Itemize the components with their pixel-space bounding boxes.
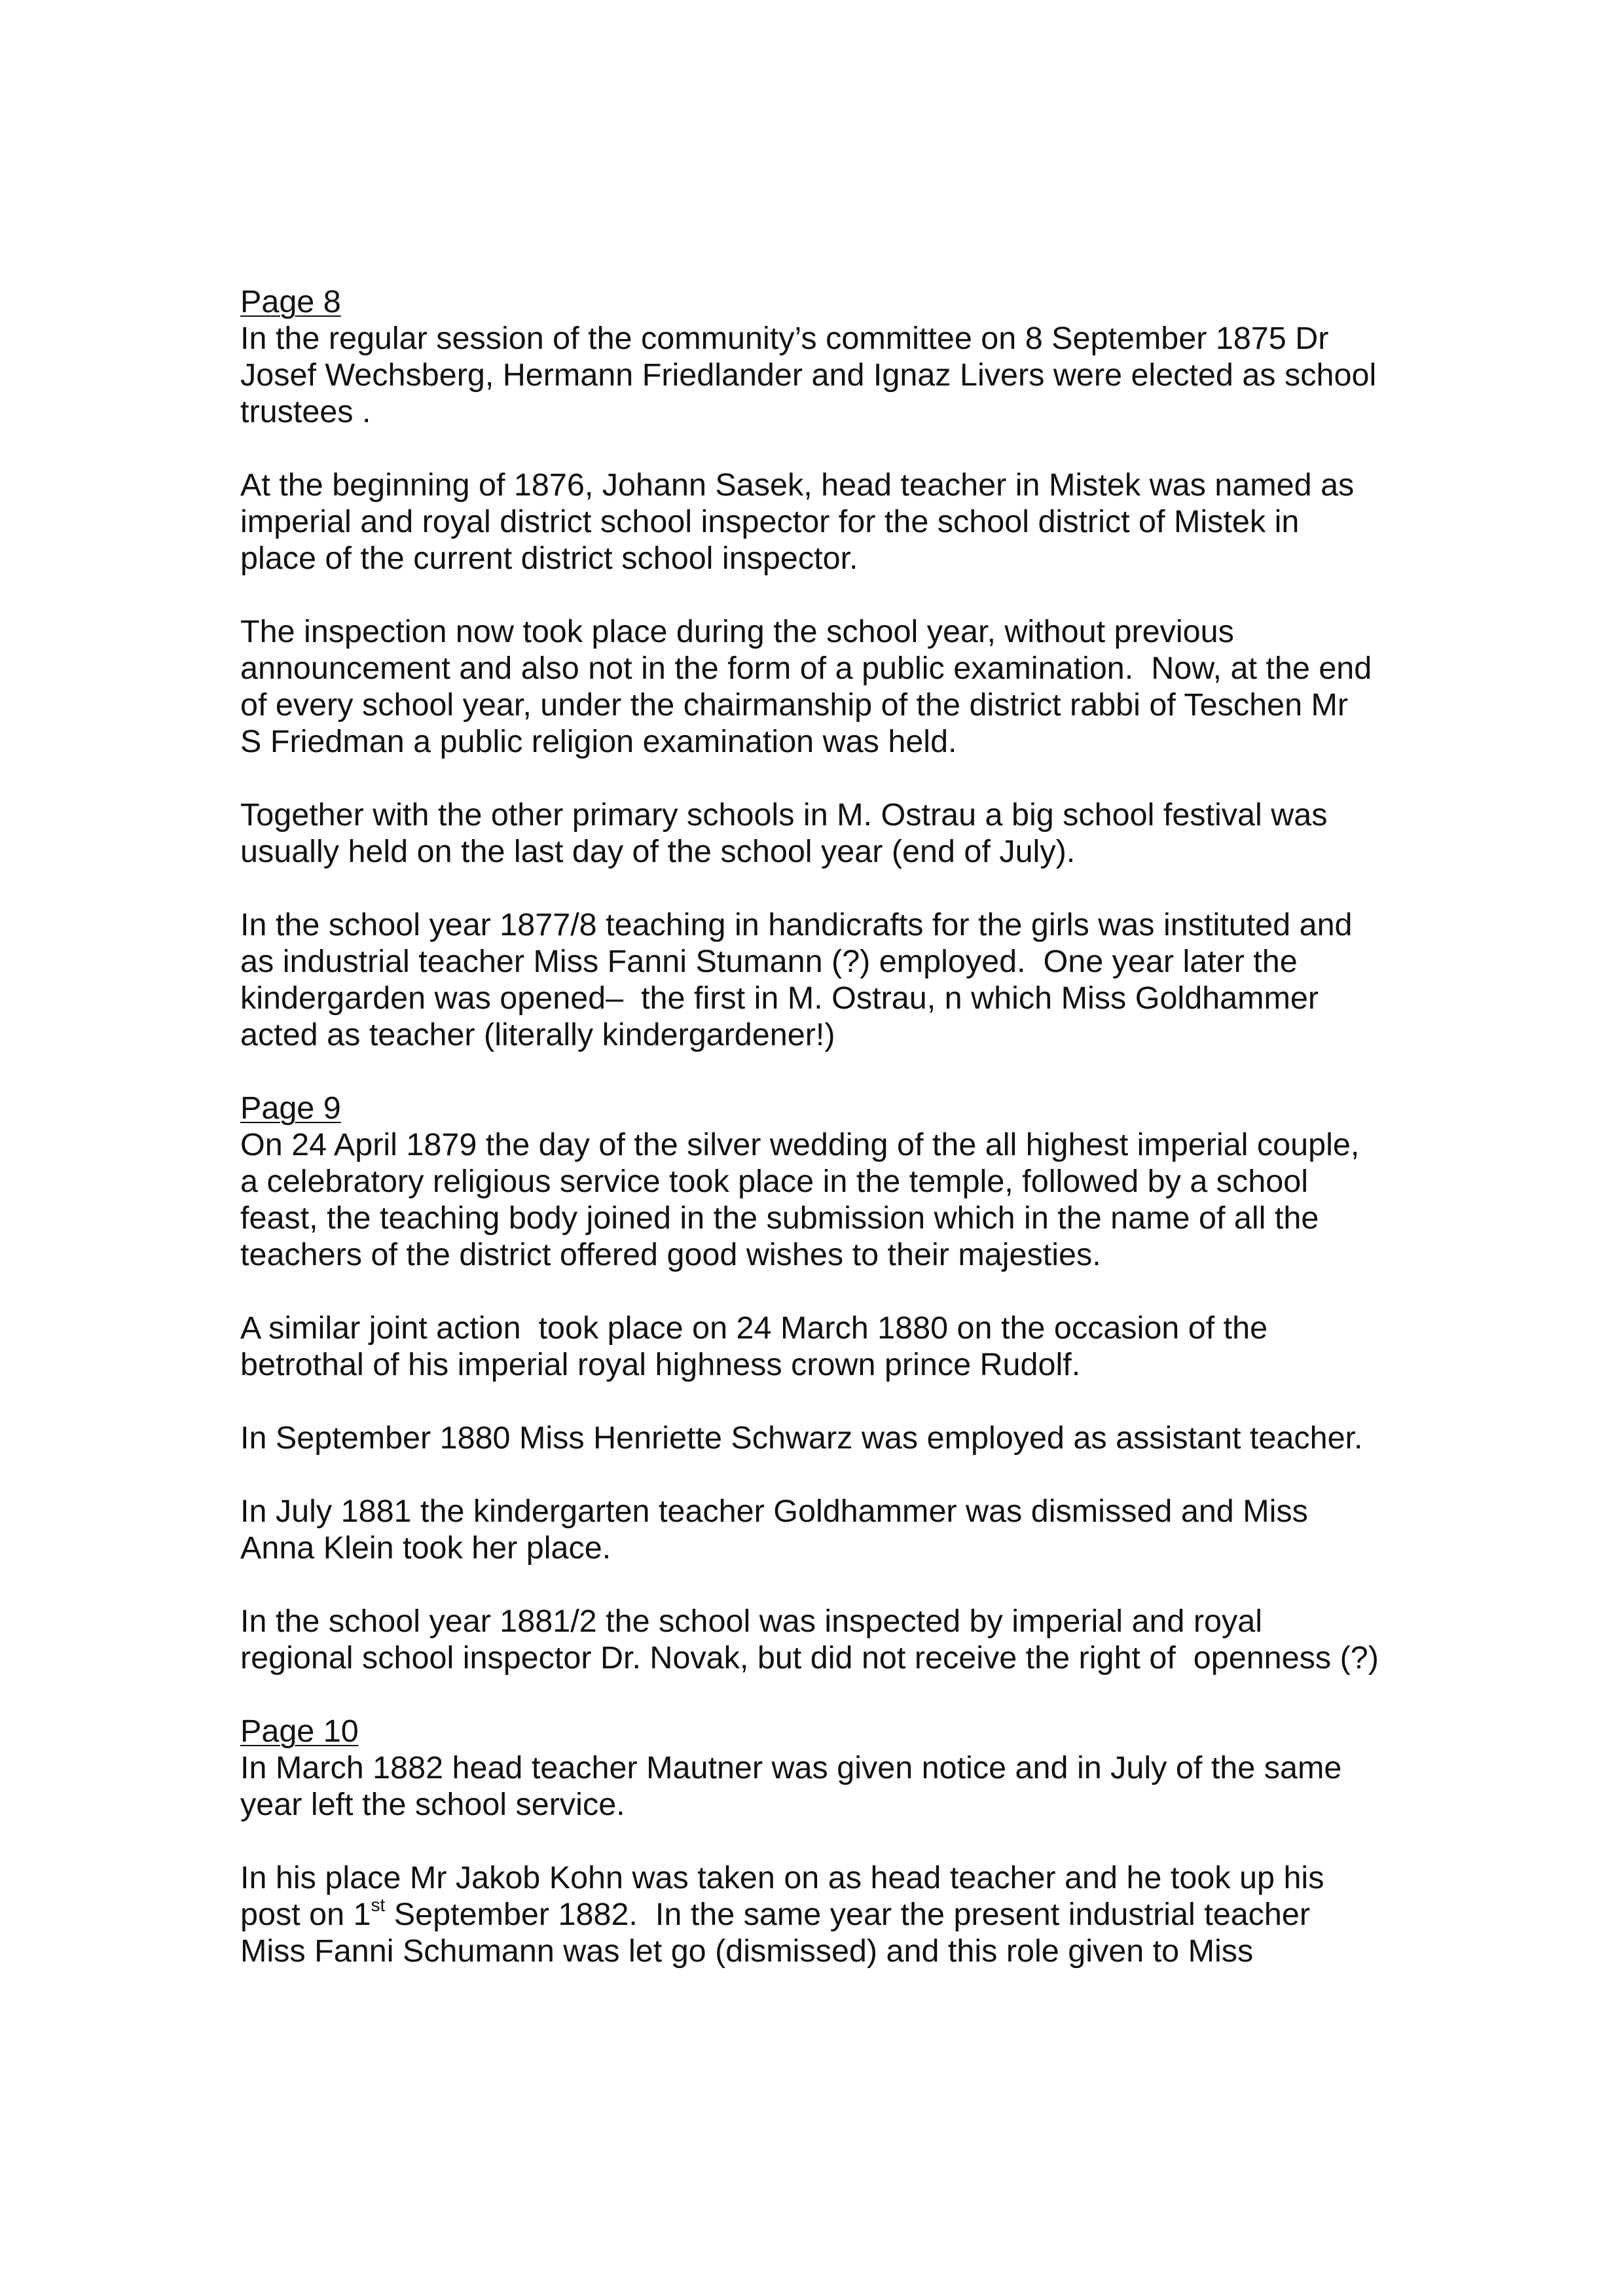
text-line: Miss Fanni Schumann was let go (dismissed) and this role given to Miss xyxy=(240,1933,1254,1969)
text-line: In his place Mr Jakob Kohn was taken on as head teacher and he took up his xyxy=(240,1860,1324,1895)
text-line: S Friedman a public religion examination was held. xyxy=(240,724,957,759)
paragraph xyxy=(240,1126,1471,1273)
text-line: On 24 April 1879 the day of the silver wedding of the all highest imperial couple, xyxy=(240,1127,1360,1162)
paragraph xyxy=(240,797,1471,870)
text-line: In July 1881 the kindergarten teacher Goldhammer was dismissed and Miss xyxy=(240,1494,1308,1529)
text-fragment: September 1882. In the same year the present industrial teacher xyxy=(385,1897,1311,1932)
text-line: betrothal of his imperial royal highness crown prince Rudolf. xyxy=(240,1347,1081,1382)
paragraph xyxy=(240,613,1471,760)
section-heading: Page 9 xyxy=(240,1090,341,1126)
section-page-9 xyxy=(240,1090,1471,1676)
text-line: kindergarden was opened– the first in M. Ostrau, n which Miss Goldhammer xyxy=(240,980,1319,1016)
paragraph xyxy=(240,320,1471,430)
text-fragment: post on 1 xyxy=(240,1897,371,1932)
text-line: a celebratory religious service took place in the temple, followed by a school xyxy=(240,1164,1309,1199)
text-line: In the regular session of the community’s committee on 8 September 1875 Dr xyxy=(240,321,1329,356)
text-line: trustees . xyxy=(240,394,371,429)
section-page-10 xyxy=(240,1713,1471,1969)
text-line: year left the school service. xyxy=(240,1787,625,1822)
ordinal-superscript: st xyxy=(371,1894,386,1915)
text-line: The inspection now took place during the school year, without previous xyxy=(240,614,1234,649)
section-heading: Page 8 xyxy=(240,284,341,319)
paragraph xyxy=(240,1493,1471,1566)
document-page xyxy=(240,283,1471,2006)
paragraph xyxy=(240,1310,1471,1383)
text-line: At the beginning of 1876, Johann Sasek, head teacher in Mistek was named as xyxy=(240,467,1355,503)
text-line: Together with the other primary schools in M. Ostrau a big school festival was xyxy=(240,797,1328,833)
paragraph xyxy=(240,1859,1471,1969)
text-line xyxy=(240,1896,1471,1933)
text-line: as industrial teacher Miss Fanni Stumann (?) employed. One year later the xyxy=(240,944,1298,979)
text-line: Anna Klein took her place. xyxy=(240,1530,611,1566)
text-line: imperial and royal district school inspector for the school district of Mistek in xyxy=(240,504,1300,539)
paragraph xyxy=(240,467,1471,577)
paragraph xyxy=(240,906,1471,1053)
text-line: In the school year 1881/2 the school was inspected by imperial and royal xyxy=(240,1604,1262,1639)
text-line: usually held on the last day of the school year (end of July). xyxy=(240,834,1076,869)
text-line: In the school year 1877/8 teaching in handicrafts for the girls was instituted and xyxy=(240,907,1353,942)
text-line: A similar joint action took place on 24 March 1880 on the occasion of the xyxy=(240,1310,1268,1346)
text-line: Josef Wechsberg, Hermann Friedlander and Ignaz Livers were elected as school xyxy=(240,357,1377,393)
text-line: place of the current district school inspector. xyxy=(240,541,858,576)
text-line: acted as teacher (literally kindergardener!) xyxy=(240,1017,835,1052)
text-line: of every school year, under the chairmanship of the district rabbi of Teschen Mr xyxy=(240,687,1349,723)
text-line: feast, the teaching body joined in the submission which in the name of all the xyxy=(240,1200,1319,1236)
text-line: teachers of the district offered good wishes to their majesties. xyxy=(240,1237,1101,1272)
text-line: announcement and also not in the form of a public examination. Now, at the end xyxy=(240,651,1372,686)
text-line: regional school inspector Dr. Novak, but did not receive the right of openness (?) xyxy=(240,1640,1379,1676)
text-line: In March 1882 head teacher Mautner was given notice and in July of the same xyxy=(240,1750,1342,1785)
paragraph xyxy=(240,1603,1471,1676)
section-heading: Page 10 xyxy=(240,1713,359,1749)
paragraph xyxy=(240,1420,1471,1456)
paragraph xyxy=(240,1749,1471,1823)
section-page-8 xyxy=(240,283,1471,1053)
text-line: In September 1880 Miss Henriette Schwarz was employed as assistant teacher. xyxy=(240,1420,1363,1456)
